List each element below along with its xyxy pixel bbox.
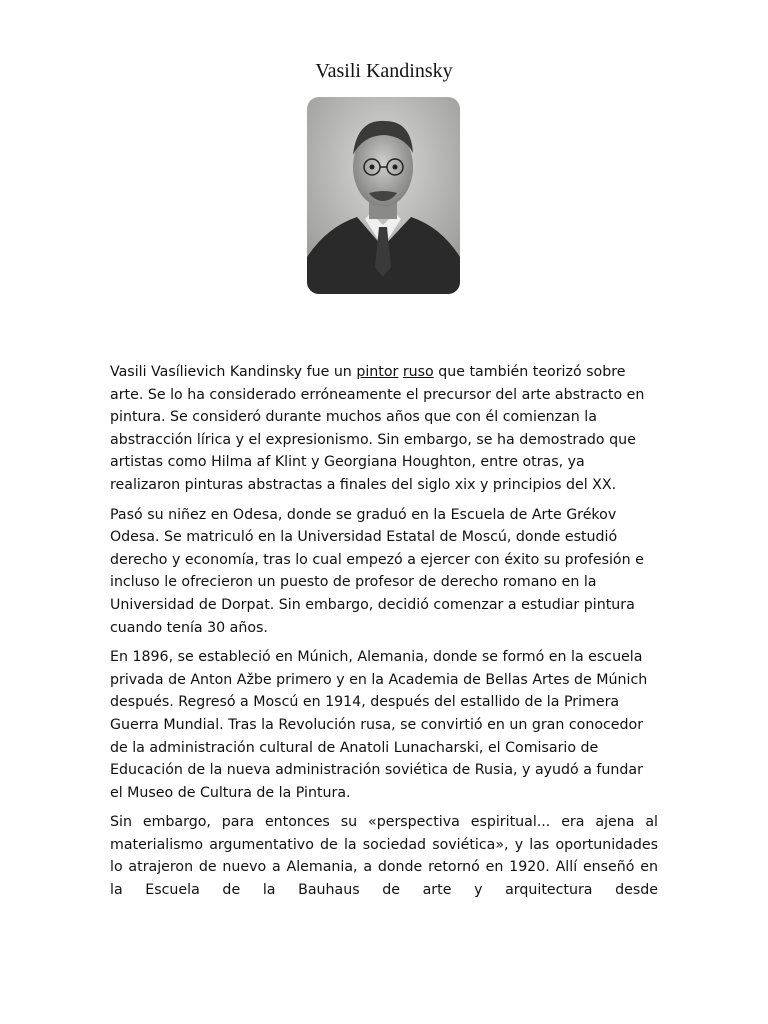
paragraph-1-text-start: Vasili Vasílievich Kandinsky fue un bbox=[110, 364, 357, 380]
paragraph-1-text-end: que también teorizó sobre arte. Se lo ha considerado erróneamente el precursor del arte abstracto en pintura. Se consideró durante muchos años que con él comienzan la abstracción lírica y el expresionismo. Sin embargo, se ha demostrado que artistas como Hilma af Klint y Georgiana Houghton, entre otras, ya realizaron pinturas abstractas a finales del siglo xix y principios del XX. bbox=[110, 364, 645, 493]
page-title: Vasili Kandinsky bbox=[315, 60, 453, 82]
portrait-illustration bbox=[307, 97, 460, 294]
paragraph-3: En 1896, se estableció en Múnich, Alemania, donde se formó en la escuela privada de Anton Ažbe primero y en la Academia de Bellas Artes de Múnich después. Regresó a Moscú en 1914, después del estallido de la Primera Guerra Mundial. Tras la Revolución rusa, se convirtió en un gran conocedor de la administración cultural de Anatoli Lunacharski, el Comisario de Educación de la nueva administración soviética de Rusia, y ayudó a fundar el Museo de Cultura de la Pintura. bbox=[110, 649, 648, 801]
link-ruso[interactable]: ruso bbox=[402, 364, 434, 380]
paragraph-4: Sin embargo, para entonces su «perspectiva espiritual... era ajena al materialismo argumentativo de la sociedad soviética», y las oportunidades lo atrajeron de nuevo a Alemania, a donde retornó en 1920. Allí enseñó en la Escuela de la Bauhaus de arte y arquitectura desde bbox=[110, 814, 658, 899]
portrait-photo bbox=[307, 97, 460, 294]
paragraph-1 bbox=[110, 361, 658, 497]
article-body bbox=[110, 361, 658, 909]
paragraph-2: Pasó su niñez en Odesa, donde se graduó en la Escuela de Arte Grékov Odesa. Se matriculó en la Universidad Estatal de Moscú, donde estudió derecho y economía, tras lo cual empezó a ejercer con éxito su profesión e incluso le ofrecieron un puesto de profesor de derecho romano en la Universidad de Dorpat. Sin embargo, decidió comenzar a estudiar pintura cuando tenía 30 años. bbox=[110, 506, 644, 636]
link-pintor[interactable]: pintor bbox=[356, 364, 399, 380]
